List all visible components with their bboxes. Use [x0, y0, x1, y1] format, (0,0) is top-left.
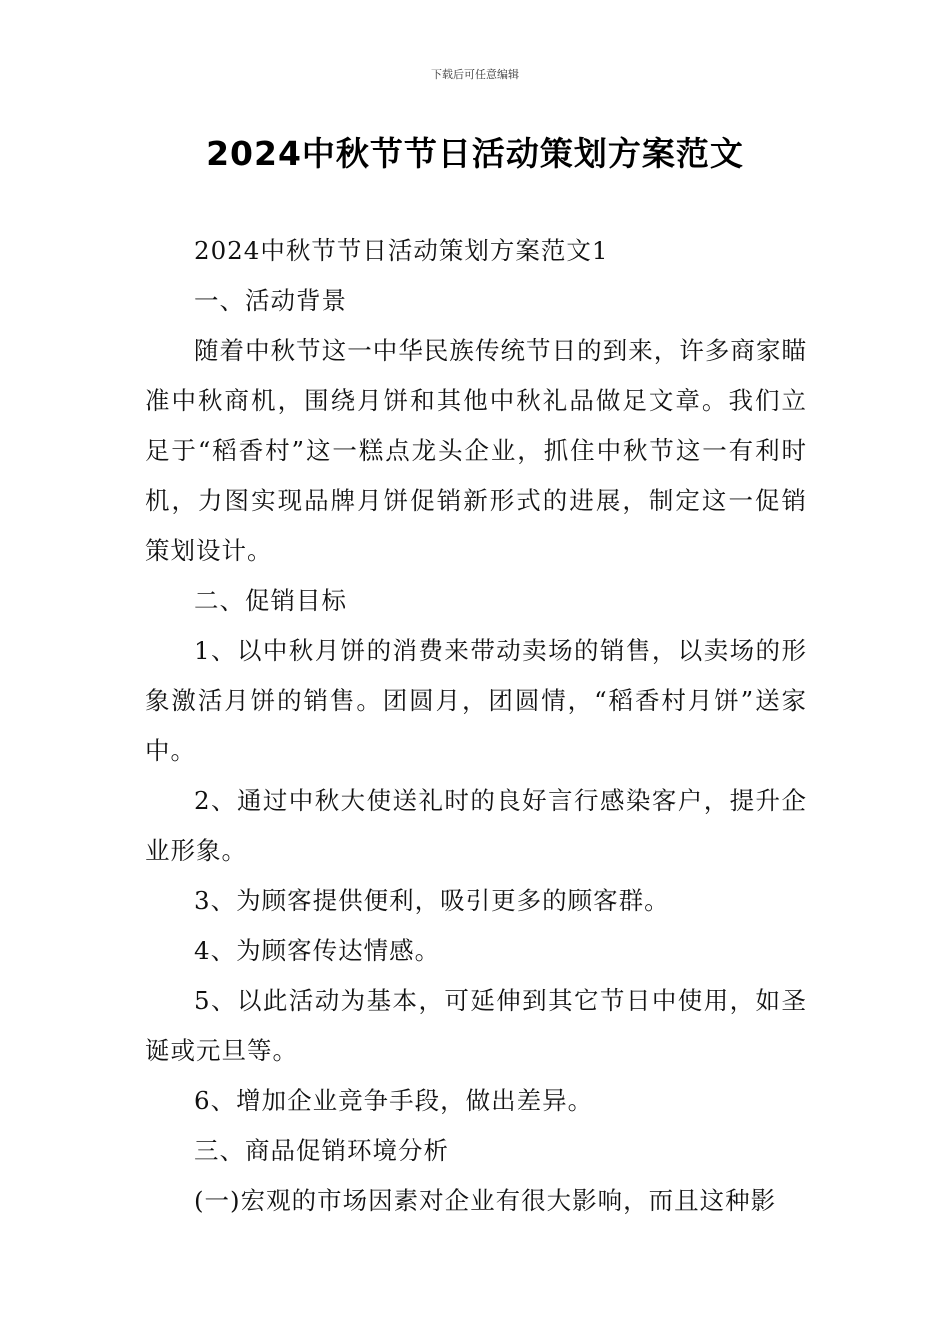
paragraph-macro-factors: (一)宏观的市场因素对企业有很大影响，而且这种影 [194, 1186, 777, 1215]
paragraph-background: 随着中秋节这一中华民族传统节日的到来，许多商家瞄准中秋商机，围绕月饼和其他中秋礼品做足文章。我们立足于“稻香村”这一糕点龙头企业，抓住中秋节这一有利时机，力图实现品牌月饼促销新形式的进展，制定这一促销策划设计。 [145, 336, 807, 565]
section-heading-background: 一、活动背景 [194, 286, 347, 315]
section-heading-goals: 二、促销目标 [194, 586, 347, 615]
document-body [145, 226, 807, 1226]
goal-item-2: 2、通过中秋大使送礼时的良好言行感染客户，提升企业形象。 [145, 786, 807, 865]
goal-item-6: 6、增加企业竞争手段，做出差异。 [194, 1086, 594, 1115]
section-subtitle: 2024中秋节节日活动策划方案范文1 [194, 236, 609, 265]
goal-item-3: 3、为顾客提供便利，吸引更多的顾客群。 [194, 886, 670, 915]
goal-item-4: 4、为顾客传达情感。 [194, 936, 441, 965]
goal-item-1: 1、以中秋月饼的消费来带动卖场的销售，以卖场的形象激活月饼的销售。团圆月，团圆情，“稻香村月饼”送家中。 [145, 636, 807, 765]
header-note: 下载后可任意编辑 [431, 68, 519, 81]
document-title: 2024中秋节节日活动策划方案范文 [206, 134, 744, 173]
section-heading-environment: 三、商品促销环境分析 [194, 1136, 449, 1165]
goal-item-5: 5、以此活动为基本，可延伸到其它节日中使用，如圣诞或元旦等。 [145, 986, 807, 1065]
